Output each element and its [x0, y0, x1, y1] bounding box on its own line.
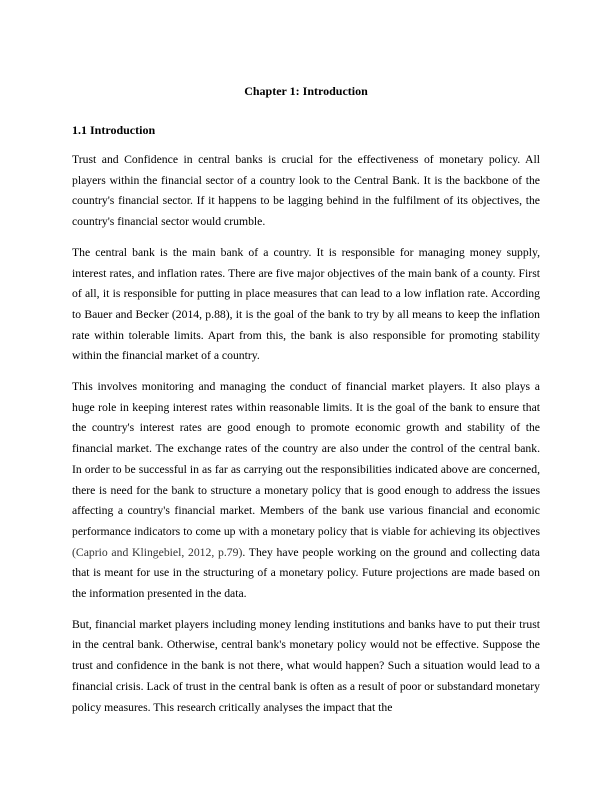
paragraph-3-text-after-citation: . They have people working on the ground and collecting data that is meant for use in the structuring of a monetary policy. Future projections are made based on the information presented in the data. — [72, 545, 540, 601]
paragraph-3 — [72, 377, 540, 605]
paragraph-4: But, financial market players including money lending institutions and banks have to put their trust in the central bank. Otherwise, central bank's monetary policy would not be effective. Suppose the trust and confidence in the bank is not there, what would happen? Such a situation would lead to a financial crisis. Lack of trust in the central bank is often as a result of poor or substandard monetary policy measures. This research critically analyses the impact that the — [72, 617, 540, 714]
citation-caprio-klingebiel: (Caprio and Klingebiel, 2012, p.79) — [72, 545, 243, 559]
paragraph-2: The central bank is the main bank of a country. It is responsible for managing money supply, interest rates, and inflation rates. There are five major objectives of the main bank of a county. First of all, it is responsible for putting in place measures that can lead to a low inflation rate. According to Bauer and Becker (2014, p.88), it is the goal of the bank to try by all means to keep the inflation rate within tolerable limits. Apart from this, the bank is also responsible for promoting stability within the financial market of a country. — [72, 245, 540, 363]
body-text — [72, 150, 540, 718]
section-heading: 1.1 Introduction — [72, 123, 156, 137]
chapter-title: Chapter 1: Introduction — [244, 84, 368, 98]
paragraph-3-text-before-citation: This involves monitoring and managing the conduct of financial market players. It also plays a huge role in keeping interest rates within reasonable limits. It is the goal of the bank to ensure that the country's interest rates are good enough to promote economic growth and stability of the financial market. The exchange rates of the country are also under the control of the central bank. In order to be successful in as far as carrying out the responsibilities indicated above are concerned, there is need for the bank to structure a monetary policy that is good enough to address the issues affecting a country's financial market. Members of the bank use various financial and economic performance indicators to come up with a monetary policy that is viable for achieving its objectives — [72, 380, 540, 538]
paragraph-1: Trust and Confidence in central banks is crucial for the effectiveness of monetary policy. All players within the financial sector of a country look to the Central Bank. It is the backbone of the country's financial sector. If it happens to be lagging behind in the fulfilment of its objectives, the country's financial sector would crumble. — [72, 153, 540, 229]
